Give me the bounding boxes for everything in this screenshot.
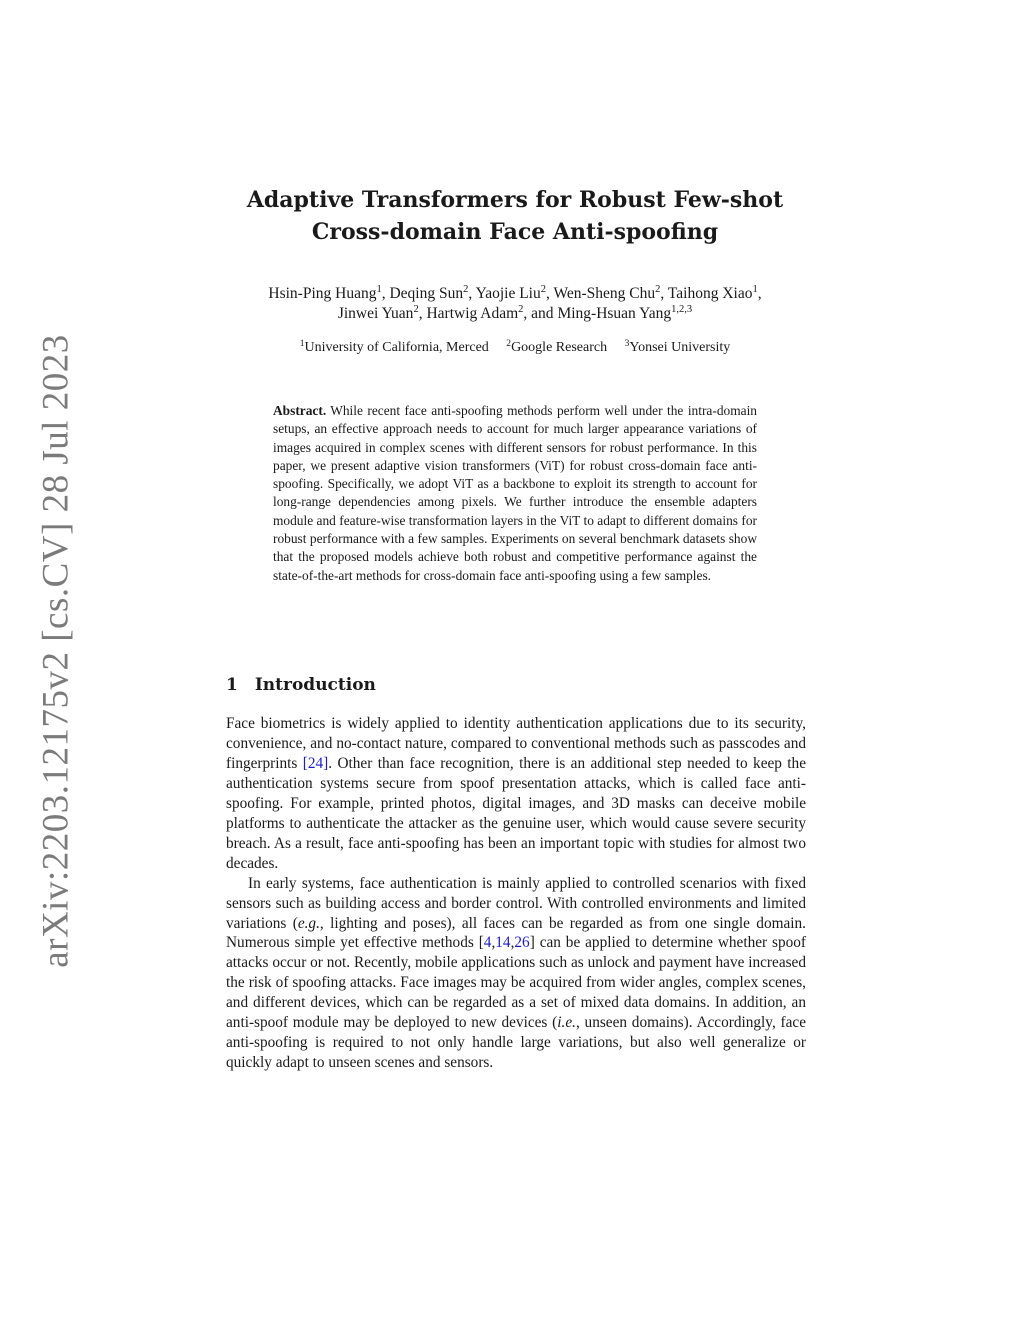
section-number: 1	[226, 675, 238, 695]
title-line-2: Cross-domain Face Anti-spoofing	[311, 219, 719, 245]
author-name: Deqing Sun	[389, 285, 464, 302]
author-name: Hartwig Adam	[426, 305, 519, 322]
author-name: Jinwei Yuan	[337, 305, 414, 322]
abstract-label: Abstract.	[273, 403, 327, 418]
author-list	[200, 284, 830, 324]
abstract-text: While recent face anti-spoofing methods perform well under the intra-domain setups, an effective approach needs to account for much larger appearance variations of images acquired in complex scenes with different sensors for robust performance. In this paper, we present adaptive vision transformers (ViT) for robust cross-domain face anti-spoofing. Specifically, we adopt ViT as a backbone to exploit its strength to account for long-range dependencies among pixels. We further introduce the ensemble adapters module and feature-wise transformation layers in the ViT to adapt to different domains for robust performance with a few samples. Experiments on several benchmark datasets show that the proposed models achieve both robust and competitive performance against the state-of-the-art methods for cross-domain face anti-spoofing using a few samples.	[273, 403, 757, 583]
author-line-1: Hsin-Ping Huang$^1$, Deqing Sun$^2$, Yaojie Liu$^2$, Wen-Sheng Chu$^2$, Taihong Xiao$^1$,	[268, 284, 762, 302]
author-affil-mark: 2	[655, 284, 661, 296]
abstract	[273, 402, 757, 585]
arxiv-identifier-stamp[interactable]: arXiv:2203.12175v2 [cs.CV] 28 Jul 2023	[35, 334, 77, 968]
citation-link[interactable]: 14	[495, 934, 511, 952]
paragraph: In early systems, face authentication is mainly applied to controlled scenarios with fixed sensors such as building access and border control. With controlled environments and limited variations (e.g., lighting and poses), all faces can be regarded as from one single domain. Numerous simple yet effective methods [4,14,26] can be applied to determine whether spoof attacks occur or not. Recently, mobile applications such as unlock and payment have increased the risk of spoofing attacks. Face images may be acquired from wider angles, complex scenes, and different devices, which can be regarded as a set of mixed data domains. In addition, an anti-spoof module may be deployed to new devices (i.e., unseen domains). Accordingly, face anti-spoofing is required to not only handle large variations, but also well generalize or quickly adapt to unseen scenes and sensors.	[226, 874, 807, 1072]
author-affil-mark: 2	[540, 284, 546, 296]
affiliation-list	[200, 339, 830, 357]
paper-title	[180, 184, 850, 248]
author-name: Hsin-Ping Huang	[268, 285, 377, 302]
citation-link[interactable]: 4	[483, 934, 492, 952]
author-affil-mark: 2	[463, 284, 469, 296]
author-name: Taihong Xiao	[667, 285, 753, 302]
introduction-body	[226, 714, 806, 1073]
title-line-1: Adaptive Transformers for Robust Few-shot	[246, 187, 784, 213]
affiliation-item: $^1$University of California, Merced	[299, 338, 489, 355]
paragraph: Face biometrics is widely applied to identity authentication applications due to its security, convenience, and no-contact nature, compared to conventional methods such as passcodes and fingerprints [24]. Other than face recognition, there is an additional step needed to keep the authentication systems secure from spoof presentation attacks, which is called face anti-spoofing. For example, printed photos, digital images, and 3D masks can deceive mobile platforms to authenticate the attacker as the genuine user, which would cause severe security breach. As a result, face anti-spoofing has been an important topic with studies for almost two decades.	[226, 715, 806, 872]
author-affil-mark: 2	[413, 304, 419, 316]
author-name: Wen-Sheng Chu	[553, 285, 656, 302]
author-affil-mark: 1	[376, 284, 382, 296]
author-affil-mark: 2	[518, 304, 524, 316]
author-line-2: Jinwei Yuan$^2$, Hartwig Adam$^2$, and Ming-Hsuan Yang$^{1,2,3}$	[337, 304, 693, 322]
citation-link[interactable]: 26	[514, 934, 530, 952]
section-title: Introduction	[254, 675, 376, 695]
citation-link[interactable]: [24]	[302, 754, 329, 772]
affiliation-item: $^3$Yonsei University	[624, 338, 731, 355]
author-name: Ming-Hsuan Yang	[557, 305, 672, 322]
author-affil-mark: 1,2,3	[671, 304, 693, 316]
section-heading-introduction	[226, 674, 376, 696]
author-affil-mark: 1	[752, 284, 758, 296]
affiliation-item: $^2$Google Research	[506, 338, 608, 355]
author-name: Yaojie Liu	[475, 285, 541, 302]
